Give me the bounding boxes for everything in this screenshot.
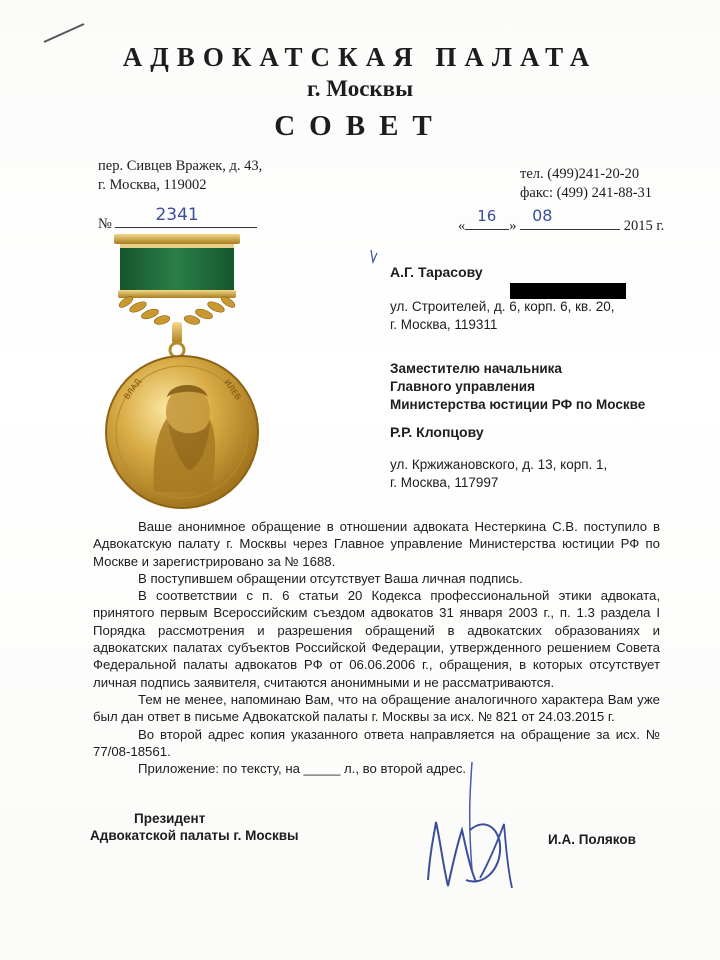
svg-text:ИЛЕВ: ИЛЕВ [222, 377, 243, 402]
fax: факс: (499) 241-88-31 [520, 185, 653, 201]
sender-address [98, 157, 262, 195]
doc-date [458, 206, 665, 235]
date-month-line [520, 206, 620, 230]
handwritten-signature [410, 760, 530, 900]
sender-address-line2: г. Москва, 119002 [98, 177, 207, 193]
org-city: г. Москвы [306, 76, 414, 101]
recipient2-title [390, 360, 645, 414]
date-day: 16 [477, 207, 497, 225]
body-paragraph-2: В поступившем обращении отсутствует Ваша личная подпись. [138, 570, 523, 586]
date-close-quote: » [509, 218, 517, 234]
org-title: АДВОКАТСКАЯ ПАЛАТА [122, 42, 598, 72]
council-title: СОВЕТ [274, 110, 446, 142]
medal-image [102, 232, 272, 522]
recipient1-address-line1: ул. Строителей, д. 6, корп. 6, кв. 20, [390, 299, 615, 314]
redaction-bar [510, 283, 626, 299]
recipient2-title-line3: Министерства юстиции РФ по Москве [390, 397, 646, 412]
doc-number-label: № [98, 216, 112, 232]
recipient2-title-line2: Главного управления [390, 379, 535, 394]
svg-text:ВЛАД: ВЛАД [122, 376, 143, 402]
date-day-line [465, 207, 509, 230]
body-paragraph-4: Тем не менее, напоминаю Вам, что на обращение аналогичного характера Вам уже был дан ответ в письме Адвокатской палаты г. Москвы за исх. № 821 от 24.03.2015 г. [93, 691, 660, 725]
date-open-quote: « [458, 218, 466, 234]
sender-address-line1: пер. Сивцев Вражек, д. 43, [98, 158, 263, 174]
recipient2-address-line1: ул. Кржижановского, д. 13, корп. 1, [390, 457, 608, 472]
body-paragraph-3: В соответствии с п. 6 статьи 20 Кодекса профессиональной этики адвоката, принятого первым Всероссийским съездом адвокатов 31 января 2003 г., п. 1.3 раздела I Порядка рассмотрения и разрешения обращений в адвокатских образованиях и адвокатских палатах субъектов Российской Федерации, утвержденного решением Совета Федеральной палаты адвокатов РФ от 06.06.2006 г., обращения, в которых отсутствует личная подпись заявителя, считаются анонимными и не рассматриваются. [93, 588, 660, 690]
recipient2-name: Р.Р. Клопцову [390, 424, 484, 440]
body-paragraph-1: Ваше анонимное обращение в отношении адвоката Нестеркина С.В. поступило в Адвокатскую палату г. Москвы через Главное управление Министерства юстиции РФ по Москве и зарегистрировано за № 1688. [93, 519, 660, 569]
recipient2-title-line1: Заместителю начальника [390, 361, 562, 376]
doc-number-value: 2341 [155, 205, 199, 225]
recipient1-name: А.Г. Тарасову [390, 264, 483, 280]
signatory-title-line1: Президент [134, 811, 206, 826]
signatory-name: И.А. Поляков [548, 832, 636, 847]
contacts [520, 165, 652, 203]
letter-body [93, 518, 660, 777]
phone: тел. (499)241-20-20 [520, 166, 640, 182]
recipient2-address-line2: г. Москва, 117997 [390, 475, 499, 490]
signatory-title-line2: Адвокатской палаты г. Москвы [90, 828, 299, 843]
recipient2-address [390, 456, 607, 492]
body-paragraph-6: Приложение: по тексту, на _____ л., во второй адрес. [138, 761, 467, 777]
doc-number-line [115, 205, 257, 228]
date-month: 08 [532, 206, 553, 225]
date-year: 2015 г. [623, 218, 665, 234]
recipient1-address [390, 298, 614, 334]
check-mark [368, 248, 380, 268]
recipient1-address-line2: г. Москва, 119311 [390, 317, 498, 332]
body-paragraph-5: Во второй адрес копия указанного ответа направляется на обращение за исх. № 77/08-18561. [93, 726, 660, 759]
doc-number [98, 205, 257, 233]
